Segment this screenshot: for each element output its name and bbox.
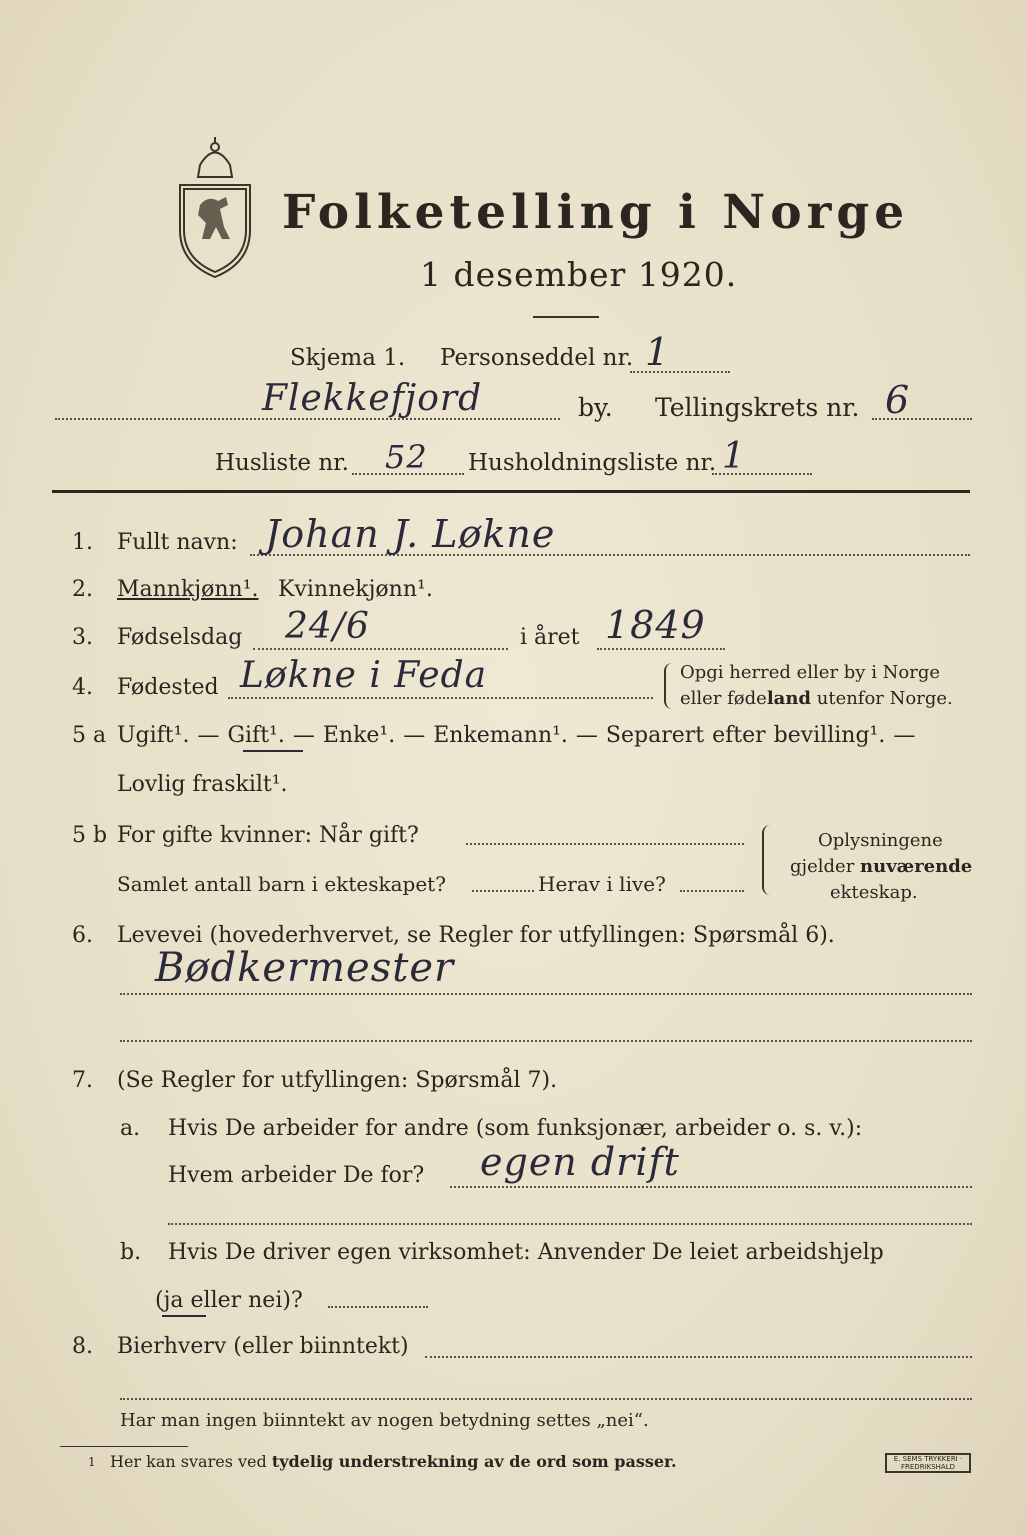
footnote-rule — [60, 1446, 188, 1447]
q7-label: (Se Regler for utfyllingen: Spørsmål 7). — [117, 1068, 558, 1093]
q6-label: Levevei (hovederhvervet, se Regler for utfyllingen: Spørsmål 6). — [117, 923, 835, 948]
q4-note-line1: Opgi herred eller by i Norge — [680, 662, 941, 683]
q3-year-label: i året — [520, 625, 580, 650]
q7b-number: b. — [120, 1240, 142, 1265]
married-underline — [243, 750, 303, 752]
footnote-text: Her kan svares ved tydelig understrekning av de ord som passer. — [110, 1452, 677, 1471]
q6-line — [120, 993, 972, 995]
q7b-line2-label: (ja eller nei)? — [155, 1288, 303, 1313]
q8-line-2 — [120, 1398, 972, 1400]
q5b-note-line3: ekteskap. — [830, 882, 918, 903]
tellingskrets-label: Tellingskrets nr. — [655, 393, 860, 422]
birth-year-value[interactable]: 1849 — [605, 603, 706, 647]
coat-of-arms-icon — [170, 135, 260, 280]
q6-line-2 — [120, 1040, 972, 1042]
header-divider — [52, 490, 970, 493]
q1-label: Fullt navn: — [117, 530, 238, 555]
q7a-line — [450, 1186, 972, 1188]
marital-status-options[interactable]: Ugift¹. — Gift¹. — Enke¹. — Enkemann¹. — Separert efter bevilling¹. — — [117, 723, 916, 748]
title-divider — [533, 316, 599, 318]
q4-label: Fødested — [117, 675, 219, 700]
birth-day-value[interactable]: 24/6 — [285, 606, 370, 647]
q1-number: 1. — [72, 530, 93, 555]
employer-value[interactable]: egen drift — [480, 1140, 680, 1184]
q3-label: Fødselsdag — [117, 625, 243, 650]
q8-label: Bierhverv (eller biinntekt) — [117, 1334, 409, 1359]
q5b-number: 5 b — [72, 823, 108, 848]
q7b-line1: Hvis De driver egen virksomhet: Anvender De leiet arbeidshjelp — [168, 1240, 884, 1265]
husliste-value[interactable]: 52 — [385, 438, 428, 476]
full-name-value[interactable]: Johan J. Løkne — [265, 512, 556, 556]
q7a-number: a. — [120, 1116, 141, 1141]
q5b-alive-line — [680, 890, 744, 892]
q4-brace — [664, 663, 676, 709]
census-date: 1 desember 1920. — [420, 255, 738, 294]
gender-male-option[interactable]: Mannkjønn¹. — [117, 577, 259, 602]
no-income-note: Har man ingen biinntekt av nogen betydning settes „nei“. — [120, 1410, 649, 1431]
q7b-line — [328, 1306, 428, 1308]
q4-number: 4. — [72, 675, 93, 700]
q6-number: 6. — [72, 923, 93, 948]
husholdningsliste-value[interactable]: 1 — [722, 436, 746, 477]
personseddel-value[interactable]: 1 — [645, 330, 671, 374]
q5b-note-line1: Oplysningene — [818, 830, 943, 851]
printer-stamp: E. SEMS TRYKKERI · FREDRIKSHALD — [885, 1453, 971, 1473]
footnote-mark: 1 — [88, 1455, 96, 1469]
q3-line — [253, 648, 508, 650]
ja-underline — [162, 1315, 206, 1317]
q8-line — [425, 1356, 972, 1358]
skjema-label: Skjema 1. — [290, 345, 406, 371]
q7a-line-2 — [168, 1223, 972, 1225]
by-label: by. — [578, 393, 613, 422]
q7a-line2-label: Hvem arbeider De for? — [168, 1163, 425, 1188]
occupation-value[interactable]: Bødkermester — [155, 945, 455, 991]
q7a-line1: Hvis De arbeider for andre (som funksjonær, arbeider o. s. v.): — [168, 1116, 863, 1141]
tellingskrets-value[interactable]: 6 — [885, 378, 911, 422]
q5b-married-line — [466, 843, 744, 845]
q5a-number: 5 a — [72, 723, 107, 748]
marital-status-divorced[interactable]: Lovlig fraskilt¹. — [117, 772, 288, 797]
q4-line — [228, 697, 653, 699]
gender-female-option[interactable]: Kvinnekjønn¹. — [278, 577, 433, 602]
husliste-label: Husliste nr. — [215, 450, 349, 476]
q8-number: 8. — [72, 1334, 93, 1359]
q5b-brace — [762, 825, 774, 895]
q5b-note-line2: gjelder nuværende — [790, 856, 973, 877]
q5b-line1-label: For gifte kvinner: Når gift? — [117, 823, 419, 848]
q3-year-line — [597, 648, 725, 650]
form-title: Folketelling i Norge — [282, 185, 910, 240]
q5b-children-line — [472, 890, 534, 892]
birthplace-value[interactable]: Løkne i Feda — [240, 655, 488, 696]
q5b-children-label: Samlet antall barn i ekteskapet? — [117, 872, 446, 896]
q4-note-line2: eller fødeland utenfor Norge. — [680, 688, 953, 709]
q5b-alive-label: Herav i live? — [538, 872, 666, 896]
personseddel-label: Personseddel nr. — [440, 345, 634, 371]
q2-number: 2. — [72, 577, 93, 602]
q7-number: 7. — [72, 1068, 93, 1093]
q3-number: 3. — [72, 625, 93, 650]
husholdningsliste-label: Husholdningsliste nr. — [468, 450, 717, 476]
by-value[interactable]: Flekkefjord — [262, 378, 483, 419]
